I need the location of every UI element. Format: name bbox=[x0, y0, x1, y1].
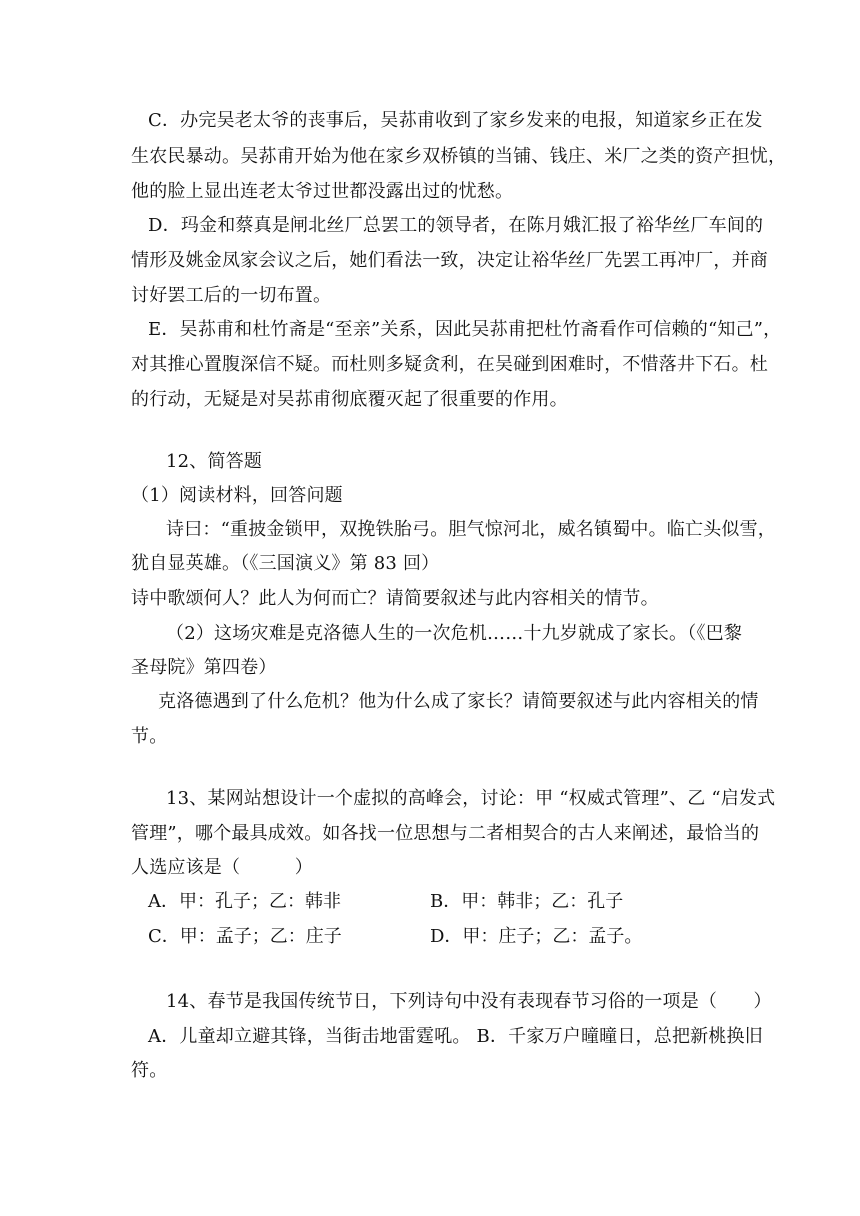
q13-stem-line-2: 管理”，哪个最具成效。如各找一位思想与二者相契合的古人来阐述，最恰当的 bbox=[131, 823, 760, 844]
q12-poem-line-2: 犹自显英雄。（《三国演义》第 83 回） bbox=[131, 553, 440, 574]
q12-title: 12、简答题 bbox=[166, 451, 263, 472]
q12-part1-label: （1）阅读材料，回答问题 bbox=[131, 485, 343, 506]
q13-option-c: C．甲：孟子；乙：庄子 bbox=[148, 926, 342, 947]
q13-stem-line-1: 13、某网站想设计一个虚拟的高峰会，讨论：甲 “权威式管理”、乙 “启发式 bbox=[166, 788, 776, 809]
q13-option-b: B．甲：韩非；乙：孔子 bbox=[430, 891, 624, 912]
q11-option-c-line-2: 生农民暴动。吴荪甫开始为他在家乡双桥镇的当铺、钱庄、米厂之类的资产担忧， bbox=[131, 146, 787, 167]
q11-option-e-line-1: E．吴荪甫和杜竹斋是“至亲”关系，因此吴荪甫把杜竹斋看作可信赖的“知己”， bbox=[148, 319, 782, 340]
q11-option-e-line-2: 对其推心置腹深信不疑。而杜则多疑贪利，在吴碰到困难时，不惜落井下石。杜 bbox=[131, 354, 768, 375]
q14-options-line-1: A．儿童却立避其锋，当街击地雷霆吼。 B．千家万户曈曈日，总把新桃换旧 bbox=[148, 1026, 763, 1047]
q11-option-d-line-2: 情形及姚金凤家会议之后，她们看法一致，决定让裕华丝厂先罢工再冲厂，并商 bbox=[131, 250, 768, 271]
q13-option-a: A．甲：孔子；乙：韩非 bbox=[148, 891, 341, 912]
q13-stem-line-3: 人选应该是（ ） bbox=[131, 857, 313, 878]
q12-part2-line-2: 圣母院》第四卷） bbox=[131, 657, 277, 678]
q12-poem-line-1: 诗曰：“重披金锁甲，双挽铁胎弓。胆气惊河北，威名镇蜀中。临亡头似雪， bbox=[166, 519, 776, 540]
q11-option-d-line-1: D．玛金和蔡真是闸北丝厂总罢工的领导者，在陈月娥汇报了裕华丝厂车间的 bbox=[148, 215, 764, 236]
q14-stem: 14、春节是我国传统节日，下列诗句中没有表现春节习俗的一项是（ ） bbox=[166, 991, 772, 1012]
q12-part2-line-1: （2）这场灾难是克洛德人生的一次危机……十九岁就成了家长。（《巴黎 bbox=[166, 623, 743, 644]
q12-part1-question: 诗中歌颂何人？此人为何而亡？请简要叙述与此内容相关的情节。 bbox=[131, 588, 659, 609]
q12-part2-question-line-2: 节。 bbox=[131, 726, 168, 747]
q11-option-c-line-3: 他的脸上显出连老太爷过世都没露出过的忧愁。 bbox=[131, 181, 514, 202]
q11-option-e-line-3: 的行动，无疑是对吴荪甫彻底覆灭起了很重要的作用。 bbox=[131, 389, 568, 410]
q14-options-line-2: 符。 bbox=[131, 1060, 168, 1081]
q11-option-d-line-3: 讨好罢工后的一切布置。 bbox=[131, 285, 332, 306]
q12-part2-question-line-1: 克洛德遇到了什么危机？他为什么成了家长？请简要叙述与此内容相关的情 bbox=[158, 691, 759, 712]
q13-option-d: D．甲：庄子；乙：孟子。 bbox=[430, 926, 643, 947]
q11-option-c-line-1: C．办完吴老太爷的丧事后，吴荪甫收到了家乡发来的电报，知道家乡正在发 bbox=[148, 110, 763, 131]
